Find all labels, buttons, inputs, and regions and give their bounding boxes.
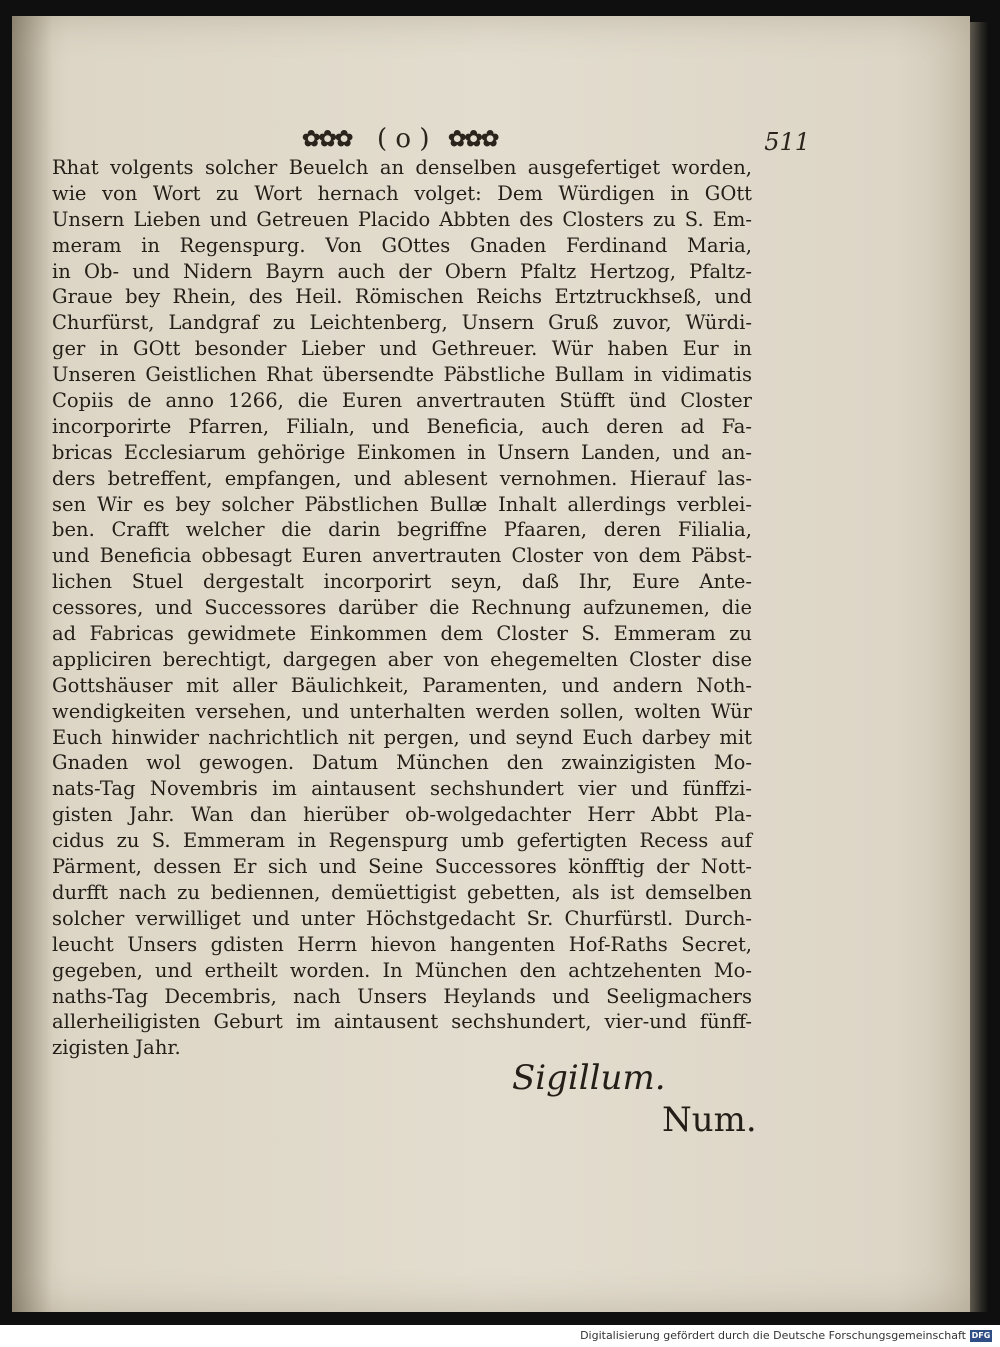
text-line: Copiis de anno 1266, die Euren anvertrauten Stüfft ünd Closter (52, 389, 752, 413)
text-line: Unseren Geistlichen Rhat übersendte Päbstliche Bullam in vidimatis (52, 363, 752, 387)
page-number: 511 (764, 128, 810, 156)
text-line: wendigkeiten versehen, und unterhalten werden sollen, wolten Wür (52, 699, 752, 723)
text-line: ger in GOtt besonder Lieber und Gethreuer. Wür haben Eur in (52, 337, 752, 361)
sigillum-label: Sigillum. (512, 1058, 666, 1098)
text-line: Rhat volgents solcher Beuelch an denselben ausgefertiget worden, (52, 156, 752, 179)
page-header (50, 124, 810, 158)
text-line: cessores, und Successores darüber die Rechnung aufzunemen, die (52, 596, 752, 620)
text-line: Euch hinwider nachrichtlich nit pergen, und seynd Euch darbey mit (52, 725, 752, 749)
text-line: bricas Ecclesiarum gehörige Einkomen in Unsern Landen, und an- (52, 440, 752, 464)
text-line: nats-Tag Novembris im aintausent sechshundert vier und fünffzi- (52, 777, 752, 801)
footer-bar (0, 1325, 1000, 1347)
text-line: allerheiligisten Geburt im aintausent sechshundert, vier-und fünff- (52, 1010, 752, 1034)
text-line: in Ob- und Nidern Bayrn auch der Obern Pfaltz Hertzog, Pfaltz- (52, 259, 752, 283)
text-line: gisten Jahr. Wan dan hierüber ob-wolgedachter Herr Abbt Pla- (52, 803, 752, 827)
text-line: Unsern Lieben und Getreuen Placido Abbten des Closters zu S. Em- (52, 207, 752, 231)
text-line: cidus zu S. Emmeram in Regenspurg umb gefertigten Recess auf (52, 829, 752, 853)
text-line: leucht Unsers gdisten Herrn hievon hangenten Hof-Raths Secret, (52, 932, 752, 956)
text-line: incorporirte Pfarren, Filialn, und Beneficia, auch deren ad Fa- (52, 414, 752, 438)
text-line: sen Wir es bey solcher Päbstlichen Bullæ Inhalt allerdings verblei- (52, 492, 752, 516)
text-line: Gottshäuser mit aller Bäulichkeit, Paramenten, und andern Noth- (52, 673, 752, 697)
text-line: Gnaden wol gewogen. Datum München den zwainzigisten Mo- (52, 751, 752, 775)
text-line: appliciren berechtigt, dargegen aber von ehegemelten Closter dise (52, 647, 752, 671)
text-line: solcher verwilliget und unter Höchstgedacht Sr. Churfürstl. Durch- (52, 906, 752, 930)
header-ornament-left: ✿✿✿ (302, 126, 352, 152)
text-line: Graue bey Rhein, des Heil. Römischen Reichs Ertztruckhseß, und (52, 285, 752, 309)
text-line: Pärment, dessen Er sich und Seine Successores könfftig der Nott- (52, 855, 752, 879)
text-line: Churfürst, Landgraf zu Leichtenberg, Unsern Gruß zuvor, Würdi- (52, 311, 752, 335)
text-line: wie von Wort zu Wort hernach volget: Dem Würdigen in GOtt (52, 181, 752, 205)
num-label: Num. (662, 1100, 757, 1140)
text-line: durfft nach zu bediennen, demüettigist gebetten, als ist demselben (52, 880, 752, 904)
header-ornament-right: ✿✿✿ (448, 126, 498, 152)
header-center-mark: ( o ) (377, 124, 430, 154)
dfg-logo-icon: DFG (971, 1331, 991, 1340)
text-line: ad Fabricas gewidmete Einkommen dem Closter S. Emmeram zu (52, 622, 752, 646)
text-line: ders betreffent, empfangen, und ablesent vernohmen. Hierauf las- (52, 466, 752, 490)
text-line: zigisten Jahr. (52, 1036, 181, 1060)
text-line: gegeben, und ertheilt worden. In München den achtzehenten Mo- (52, 958, 752, 982)
text-line: meram in Regenspurg. Von GOttes Gnaden Ferdinand Maria, (52, 233, 752, 257)
text-line: lichen Stuel dergestalt incorporirt seyn, daß Ihr, Eure Ante- (52, 570, 752, 594)
text-line: ben. Crafft welcher die darin begriffne Pfaaren, deren Filialia, (52, 518, 752, 542)
text-line: naths-Tag Decembris, nach Unsers Heylands und Seeligmachers (52, 984, 752, 1008)
text-line: und Beneficia obbesagt Euren anvertrauten Closter von dem Päbst- (52, 544, 752, 568)
spine-shadow (12, 16, 52, 1312)
body-text (52, 155, 752, 1061)
footer-credit: Digitalisierung gefördert durch die Deutsche Forschungsgemeinschaft (580, 1329, 966, 1342)
